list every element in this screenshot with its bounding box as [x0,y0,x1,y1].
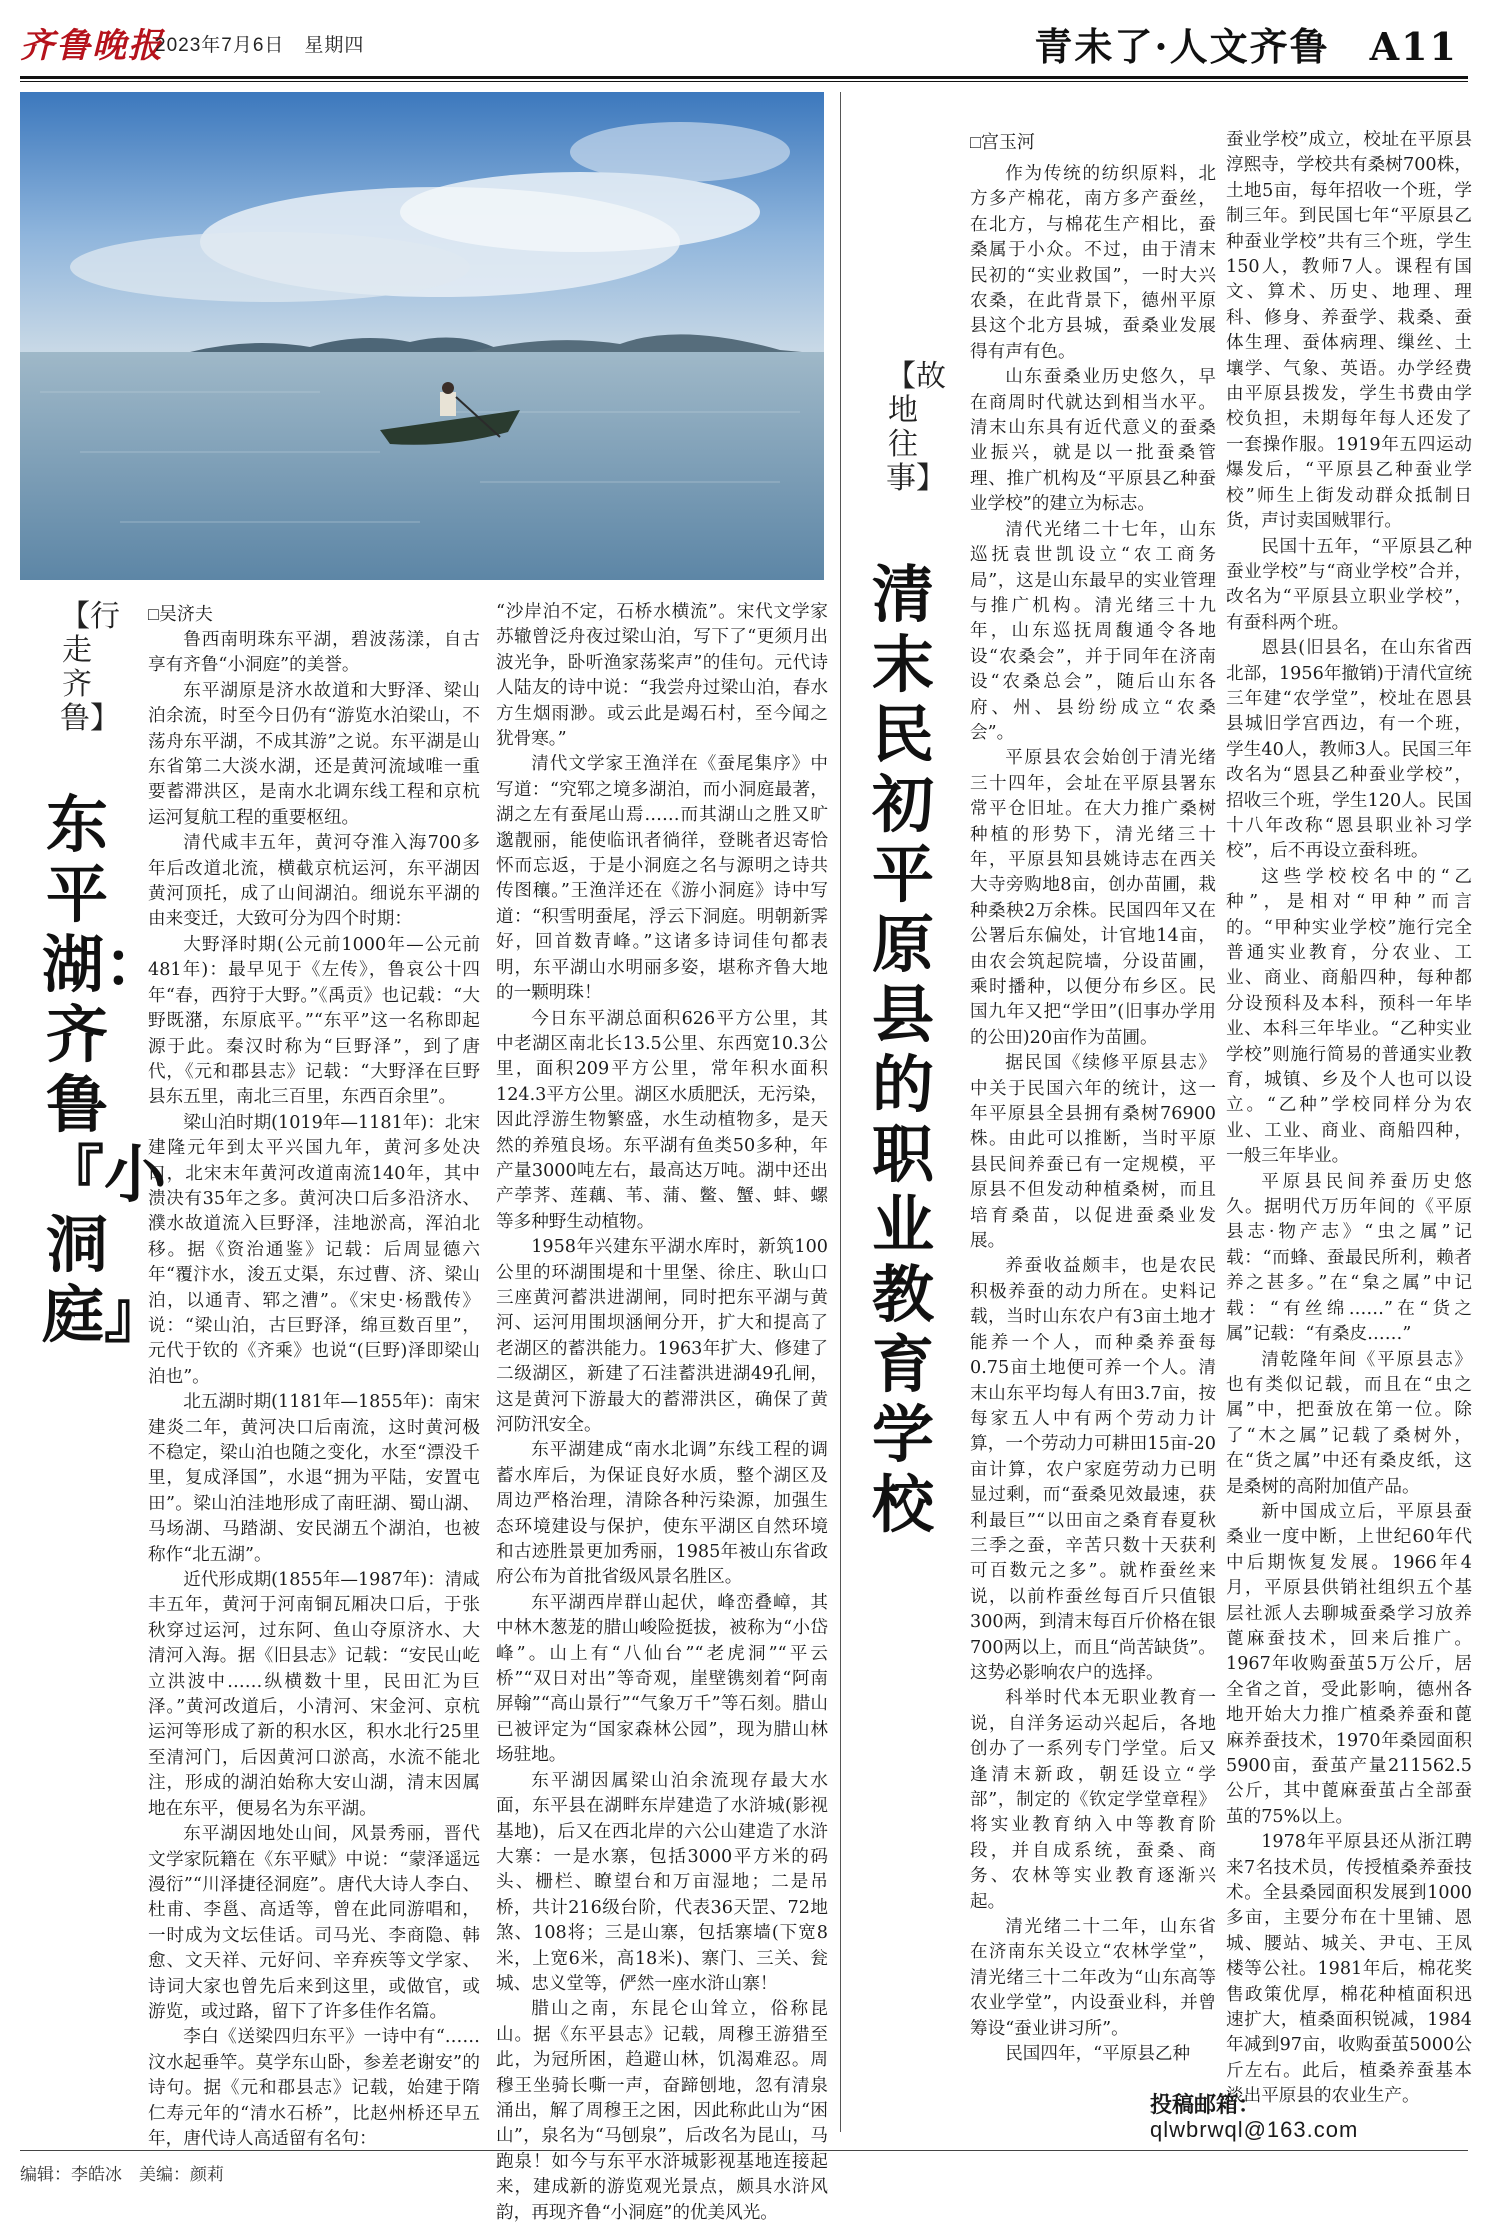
section-tag-right: 【故地往事】 [886,359,946,496]
paragraph: “沙岸泊不定，石桥水横流”。宋代文学家苏辙曾泛舟夜过梁山泊，写下了“更须月出波光争，卧听渔家荡桨声”的佳句。元代诗人陆友的诗中说：“我尝舟过梁山泊，春水方生烟雨渺。或云此是竭石村，至今闻之犹骨寒。” [496,602,828,750]
paragraph: 东平湖建成“南水北调”东线工程的调蓄水库后，为保证良好水质，整个湖区及周边严格治理，清除各种污染源，加强生态环境建设与保护，使东平湖区自然环境和古迹胜景更加秀丽，1985年被山东省政府公布为首批省级风景名胜区。 [496,1440,828,1588]
submission-email[interactable]: qlwbrwql@163.com [1150,2117,1359,2142]
lake-photo-graphic [20,92,824,580]
paragraph: 李白《送梁四归东平》一诗中有“……汶水起垂竿。莫学东山卧，参差老谢安”的诗句。据《元和郡县志》记载，始建于隋仁寿元年的“清水石桥”，比赵州桥还早五年，唐代诗人高适留有名句： [148,2027,480,2149]
paragraph: 大野泽时期(公元前1000年—公元前481年)：最早见于《左传》，鲁哀公十四年“春，西狩于大野。”《禹贡》也记载：“大野既潴，东原底平。”“东平”这一名称即起源于此。秦汉时称为“巨野泽”，到了唐代，《元和郡县志》记载：“大野泽在巨野县东五里，南北三百里，东西百余里”。 [148,934,480,1108]
paragraph: 清代咸丰五年，黄河夺淮入海700多年后改道北流，横截京杭运河，东平湖因黄河顶托，成了山间湖泊。细说东平湖的由来变迁，大致可分为四个时期： [148,833,480,930]
page-title: 青未了·人文齐鲁 A11 [1034,24,1458,69]
article-body-left-col2 [496,600,828,2223]
column-divider [840,92,841,2132]
paragraph: 腊山之南，东昆仑山耸立，俗称昆山。据《东平县志》记载，周穆王游猎至此，为冠所困，趋避山林，饥渴难忍。周穆王坐骑长嘶一声，奋蹄刨地，忽有清泉涌出，解了周穆王之困，因此称此山为“困山”，泉名为“马刨泉”，后改名为昆山，马跑泉！如今与东平水浒城影视基地连接起来，建成新的游览观光景点，颇具水浒风韵，再现齐鲁“小洞庭”的优美风光。 [496,1999,828,2223]
issue-date: 2023年7月6日 星期四 [155,35,365,56]
paragraph: 山东蚕桑业历史悠久，早在商周时代就达到相当水平。清末山东具有近代意义的蚕桑业振兴，就是以一批蚕桑管理、推广机构及“平原县乙种蚕业学校”的建立为标志。 [970,367,1216,515]
masthead [0,0,1488,80]
paragraph: 鲁西南明珠东平湖，碧波荡漾，自古享有齐鲁“小洞庭”的美誉。 [148,630,480,676]
paragraph: 东平湖西岸群山起伏，峰峦叠嶂，其中林木葱茏的腊山峻险挺拔，被称为“小岱峰”。山上有“八仙台”“老虎洞”“平云桥”“双日对出”等奇观，崖壁镌刻着“阿南屏翰”“高山景行”“气象万千”等石刻。腊山已被评定为“国家森林公园”，现为腊山林场驻地。 [496,1592,828,1766]
paragraph: 据民国《续修平原县志》中关于民国六年的统计，这一年平原县全县拥有桑树76900株。由此可以推断，当时平原县民间养蚕已有一定规模，平原县不但发动种植桑树，而且培育桑苗，以促进蚕桑业发展。 [970,1053,1216,1252]
paragraph: 东平湖因属梁山泊余流现存最大水面，东平县在湖畔东岸建造了水浒城(影视基地)，后又在西北岸的六公山建造了水浒大寨：一是水寨，包括3000平方米的码头、栅栏、瞭望台和万亩湿地；二是吊桥，共计216级台阶，代表36天罡、72地煞、108将；三是山寨，包括寨墙(下宽8米，上宽6米，高18米)、寨门、三关、瓮城、忠义堂等，俨然一座水浒山寨！ [496,1770,828,1994]
paragraph: 清光绪二十二年，山东省在济南东关设立“农林学堂”，清光绪三十二年改为“山东高等农业学堂”，内设蚕业科，并曾筹设“蚕业讲习所”。 [970,1917,1216,2039]
paragraph: 东平湖原是济水故道和大野泽、梁山泊余流，时至今日仍有“游览水泊梁山，不荡舟东平湖，不成其游”之说。东平湖是山东省第二大淡水湖，还是黄河流域唯一重要蓄滞洪区，是南水北调东线工程和京杭运河复航工程的重要枢纽。 [148,680,480,828]
paragraph: 北五湖时期(1181年—1855年)：南宋建炎二年，黄河决口后南流，这时黄河极不稳定，梁山泊也随之变化，水至“漂没千里，复成泽国”，水退“拥为平陆，安置屯田”。梁山泊洼地形成了南旺湖、蜀山湖、马场湖、马踏湖、安民湖五个湖泊，也被称作“北五湖”。 [148,1392,480,1565]
paragraph: 近代形成期(1855年—1987年)：清咸丰五年，黄河于河南铜瓦厢决口后，于张秋穿过运河，过东阿、鱼山夺原济水、大清河入海。据《旧县志》记载：“安民山屹立洪波中……纵横数十里，民田汇为巨泽。”黄河改道后，小清河、宋金河、京杭运河等形成了新的积水区，积水北行25里至清河门，后因黄河口淤高，水流不能北注，形成的湖泊始称大安山湖，清末因属地在东平，便易名为东平湖。 [148,1570,480,1819]
paragraph: 1978年平原县还从浙江聘来7名技术员，传授植桑养蚕技术。全县桑园面积发展到1000多亩，主要分布在十里铺、恩城、腰站、城关、尹屯、王凤楼等公社。1981年后，棉花奖售政策优厚，棉花种植面积迅速扩大，植桑面积锐减，1984年减到97亩，收购蚕茧5000公斤左右。此后，植桑养蚕基本淡出平原县的农业生产。 [1226,1832,1472,2107]
paragraph: 平原县民间养蚕历史悠久。据明代万历年间的《平原县志·物产志》“虫之属”记载：“而蜂、蚕最民所利，赖者养之甚多。”在“枲之属”中记载：“有丝绵……”在“货之属”记载：“有桑皮……” [1226,1171,1472,1345]
author-left: □吴济夫 [148,604,213,624]
paragraph: 平原县农会始创于清光绪三十四年，会址在平原县署东常平仓旧址。在大力推广桑树种植的形势下，清光绪三十年，平原县知县姚诗志在西关大寺旁购地8亩，创办苗圃，栽种桑秧2万余株。民国四年又在公署后东偏处，计官地14亩，由农会筑起院墙，分设苗圃，乘时播种，以便分布乡区。民国九年又把“学田”(旧事办学用的公田)20亩作为苗圃。 [970,748,1216,1048]
article-title-left: 东平湖：齐鲁『小洞庭』 [42,788,167,1351]
section-tag-left: 【行走齐鲁】 [60,599,120,736]
paragraph: 1958年兴建东平湖水库时，新筑100公里的环湖围堤和十里堡、徐庄、耿山口三座黄河蓄洪进湖闸，同时把东平湖与黄河、运河用围坝涵闸分开，扩大和提高了老湖区的蓄洪能力。1963年扩大、修建了二级湖区，新建了石洼蓄洪进湖49孔闸，这是黄河下游最大的蓄滞洪区，确保了黄河防汛安全。 [496,1237,828,1435]
article-body-right-col1 [970,162,1216,2132]
paragraph: 这些学校校名中的“乙种”，是相对“甲种”而言的。“甲种实业学校”施行完全普通实业教育，分农业、工业、商业、商船四种，每种都分设预科及本科，预科一年毕业、本科三年毕业。“乙种实业学校”则施行简易的普通实业教育，城镇、乡及个人也可以设立。“乙种”学校同样分为农业、工业、商业、商船四种，一般三年毕业。 [1226,866,1472,1167]
paragraph: 今日东平湖总面积626平方公里，其中老湖区南北长13.5公里、东西宽10.3公里，面积209平方公里，常年积水面积124.3平方公里。湖区水质肥沃，无污染，因此浮游生物繁盛，水生动植物多，是天然的养殖良场。东平湖有鱼类50多种，年产量3000吨左右，最高达万吨。湖中还出产荸荠、莲藕、苇、蒲、鳖、蟹、蚌、螺等多种野生动植物。 [496,1008,828,1232]
paragraph: 清乾隆年间《平原县志》也有类似记载，而且在“虫之属”中，把蚕放在第一位。除了“木之属”记载了桑树外，在“货之属”中还有桑皮纸，这是桑树的高附加值产品。 [1226,1349,1472,1497]
paragraph: 科举时代本无职业教育一说，自洋务运动兴起后，各地创办了一系列专门学堂。后又逢清末新政，朝廷设立“学部”，制定的《钦定学堂章程》将实业教育纳入中等教育阶段，并自成系统，蚕桑、商务、农林等实业教育逐渐兴起。 [970,1688,1216,1912]
article-body-left-col1 [148,628,480,2149]
paragraph: 东平湖因地处山间，风景秀丽，晋代文学家阮籍在《东平赋》中说：“蒙泽遥远漫衍”“川泽捷径洞庭”。唐代大诗人李白、杜甫、李邕、高适等，曾在此同游唱和，一时成为文坛佳话。司马光、李商隐、韩愈、文天祥、元好问、辛弃疾等文学家、诗词大家也曾先后来到这里，或做官，或游览，或过路，留下了许多佳作名篇。 [148,1824,480,2022]
article-body-right-col2 [1226,128,1472,2107]
paragraph: 清代光绪二十七年，山东巡抚袁世凯设立“农工商务局”，这是山东最早的实业管理与推广机构。清光绪三十九年，山东巡抚周馥通令各地设“农桑会”，并于同年在济南设“农桑总会”，随后山东各府、州、县纷纷成立“农桑会”。 [970,519,1216,743]
article-title-right: 清末民初平原县的职业教育学校 [871,558,934,1541]
lake-boat-photo [20,92,824,580]
newspaper-logo: 齐鲁晚报 [20,26,164,66]
paragraph: 恩县(旧县名，在山东省西北部，1956年撤销)于清代宣统三年建“农学堂”，校址在恩县县城旧学宫西边，有一个班，学生40人，教师3人。民国三年改名为“恩县乙种蚕业学校”，招收三个班，学生120人。民国十八年改称“恩县职业补习学校”，后不再设立蚕科班。 [1226,638,1472,862]
header-rule-thin [20,81,1468,82]
paragraph: 蚕业学校”成立，校址在平原县淳熙寺，学校共有桑树700株，土地5亩，每年招收一个班，学制三年。到民国七年“平原县乙种蚕业学校”共有三个班，学生150人，教师7人。课程有国文、算术、历史、地理、理科、修身、养蚕学、栽桑、蚕体生理、蚕体病理、缫丝、土壤学、气象、英语。办学经费由平原县拨发，学生书费由学校负担，未期每年每人还发了一套操作服。1919年五四运动爆发后，“平原县乙种蚕业学校”师生上街发动群众抵制日货，声讨卖国贼罪行。 [1226,130,1472,532]
paragraph: 民国四年，“平原县乙种 [1005,2044,1191,2065]
paragraph: 民国十五年，“平原县乙种蚕业学校”与“商业学校”合并，改名为“平原县立职业学校”，有蚕科两个班。 [1226,536,1472,633]
paragraph: 新中国成立后，平原县蚕桑业一度中断，上世纪60年代中后期恢复发展。1966年4月，平原县供销社组织五个基层社派人去聊城蚕桑学习放养蓖麻蚕技术，回来后推广。1967年收购蚕茧5万公斤，居全省之首，受此影响，德州各地开始大力推广植桑养蚕和蓖麻养蚕技术，1970年桑园面积5900亩，蚕茧产量211562.5公斤，其中蓖麻蚕茧占全部蚕茧的75%以上。 [1226,1501,1472,1827]
paragraph: 作为传统的纺织原料，北方多产棉花，南方多产蚕丝，在北方，与棉花生产相比，蚕桑属于小众。不过，由于清末民初的“实业救国”，一时大兴农桑，在此背景下，德州平原县这个北方县城，蚕桑业发展得有声有色。 [970,164,1216,362]
paragraph: 清代文学家王渔洋在《蚕尾集序》中写道：“究郓之境多湖泊，而小洞庭最著，湖之左有蚕尾山焉……而其湖山之胜又旷邈靓丽，能使临讯者徜徉，登眺者迟寄恰怀而忘返，于是小洞庭之名与源明之诗共传图穰。”王渔洋还在《游小洞庭》诗中写道：“积雪明蚕尾，浮云下洞庭。明朝新霁好，回首数青峰。”这诸多诗词佳句都表明，东平湖山水明丽多姿，堪称齐鲁大地的一颗明珠！ [496,754,828,1004]
author-right: □宫玉河 [970,132,1035,152]
submission-email-label: 投稿邮箱： [1150,2092,1261,2118]
footer-rule [20,2150,1468,2151]
paragraph: 养蚕收益颇丰，也是农民积极养蚕的动力所在。史料记载，当时山东农户有3亩土地才能养一个人，而种桑养蚕每0.75亩土地便可养一个人。清末山东平均每人有田3.7亩，按每家五人中有两个劳动力计算，一个劳动力可耕田15亩-20亩计算，农户家庭劳动力已明显过剩，而“蚕桑见效最速，获利最巨”“以田亩之桑育春夏秋三季之蚕，辛苦只数十天获利可百数元之多”。就柞蚕丝来说，以前柞蚕丝每百斤只值银300两，到清末每百斤价格在银700两以上，而且“尚苦缺货”。这势必影响农户的选择。 [970,1256,1216,1683]
header-rule [20,76,1468,79]
editor-credits: 编辑：李皓冰 美编：颜莉 [20,2165,224,2184]
paragraph: 梁山泊时期(1019年—1181年)：北宋建隆元年到太平兴国九年，黄河多处决口，北宋末年黄河改道南流140年，其中溃决有35年之多。黄河决口后多沿济水、濮水故道流入巨野泽，洼地淤高，浑泊北移。据《资治通鉴》记载：后周显德六年“覆汴水，浚五丈渠，东过曹、济、梁山泊，以通青、郓之漕”。《宋史·杨戬传》说：“梁山泊，古巨野泽，绵亘数百里”，元代于钦的《齐乘》也说“(巨野)泽即梁山泊也”。 [148,1112,480,1387]
